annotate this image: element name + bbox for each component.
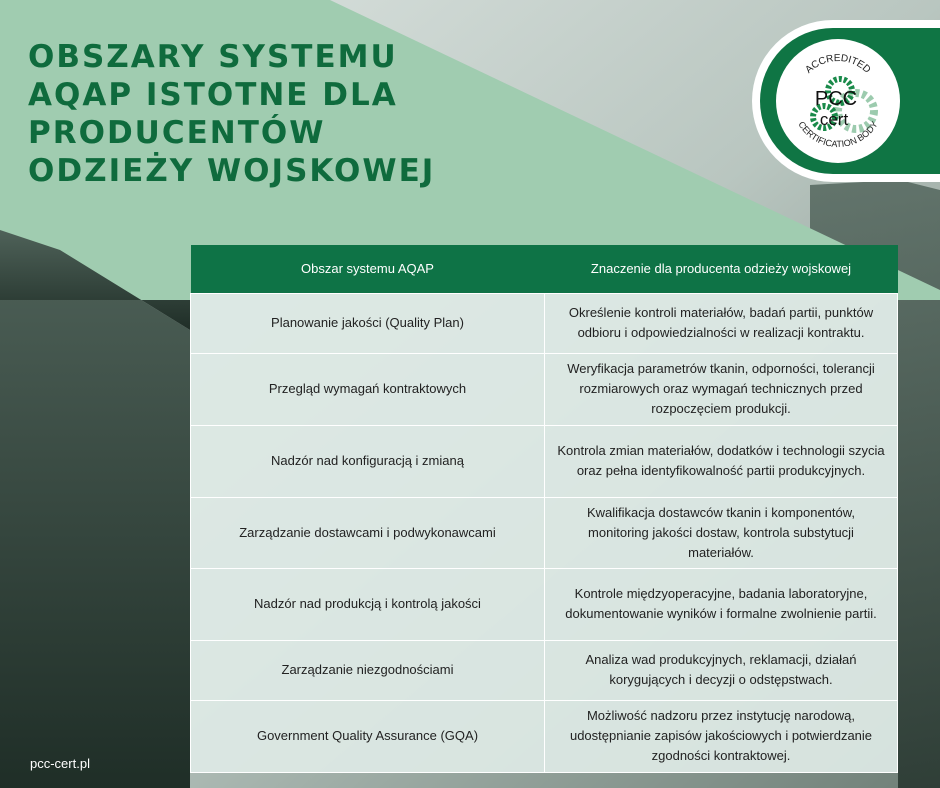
meaning-cell: Określenie kontroli materiałów, badań partii, punktów odbioru i odpowiedzialności w realizacji kontraktu.: [545, 293, 898, 353]
table-row: [191, 425, 898, 497]
website-link[interactable]: pcc-cert.pl: [30, 756, 90, 771]
area-cell: Przegląd wymagań kontraktowych: [191, 353, 545, 425]
logo-badge: [752, 20, 940, 182]
table-row: [191, 353, 898, 425]
svg-text:cert: cert: [819, 110, 849, 129]
meaning-cell: Weryfikacja parametrów tkanin, odporności, tolerancji rozmiarowych oraz wymagań technicznych przed rozpoczęciem produkcji.: [545, 353, 898, 425]
page-title: OBSZARY SYSTEMU AQAP ISTOTNE DLA PRODUCENTÓW ODZIEŻY WOJSKOWEJ: [28, 39, 436, 189]
area-cell: Planowanie jakości (Quality Plan): [191, 293, 545, 353]
table-row: [191, 700, 898, 772]
table-row: [191, 568, 898, 640]
meaning-cell: Kontrole międzyoperacyjne, badania laboratoryjne, dokumentowanie wyników i formalne zwolnienie partii.: [545, 568, 898, 640]
aqap-table: [190, 245, 898, 773]
pcc-cert-logo: [776, 39, 900, 163]
table-header-row: [191, 245, 898, 293]
area-cell: Zarządzanie dostawcami i podwykonawcami: [191, 497, 545, 568]
meaning-cell: Analiza wad produkcyjnych, reklamacji, działań korygujących i decyzji o odstępstwach.: [545, 640, 898, 700]
svg-text:ACCREDITED: ACCREDITED: [803, 52, 873, 76]
area-cell: Government Quality Assurance (GQA): [191, 700, 545, 772]
header-area: Obszar systemu AQAP: [191, 245, 545, 293]
header-meaning: Znaczenie dla producenta odzieży wojskowej: [545, 245, 898, 293]
area-cell: Nadzór nad produkcją i kontrolą jakości: [191, 568, 545, 640]
table-row: [191, 640, 898, 700]
area-cell: Nadzór nad konfiguracją i zmianą: [191, 425, 545, 497]
meaning-cell: Kwalifikacja dostawców tkanin i komponentów, monitoring jakości dostaw, kontrola substytucji materiałów.: [545, 497, 898, 568]
table-row: [191, 497, 898, 568]
meaning-cell: Możliwość nadzoru przez instytucję narodową, udostępnianie zapisów jakościowych i potwierdzanie zgodności kontraktowej.: [545, 700, 898, 772]
area-cell: Zarządzanie niezgodnościami: [191, 640, 545, 700]
meaning-cell: Kontrola zmian materiałów, dodatków i technologii szycia oraz pełna identyfikowalność partii produkcyjnych.: [545, 425, 898, 497]
table-row: [191, 293, 898, 353]
svg-text:CERTIFICATION BODY: CERTIFICATION BODY: [796, 119, 880, 150]
svg-text:PCC: PCC: [814, 88, 858, 110]
